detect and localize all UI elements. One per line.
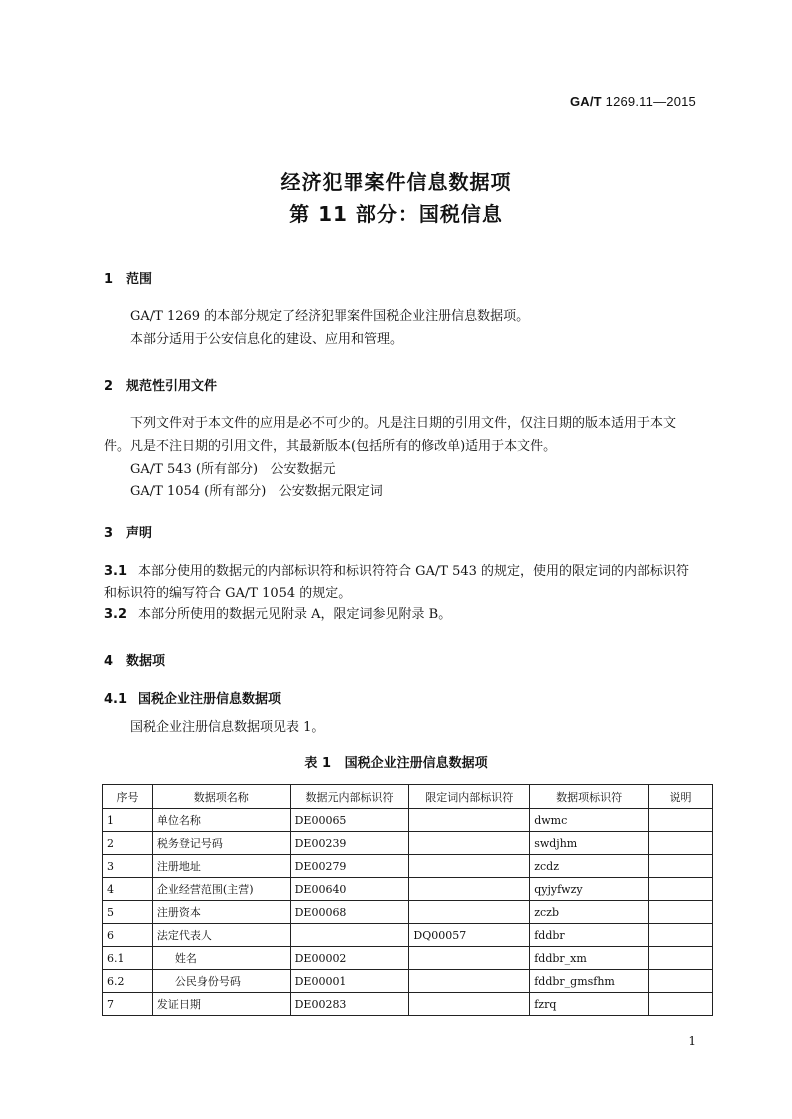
table-cell	[649, 947, 713, 970]
table-cell: fddbr_gmsfhm	[530, 970, 649, 993]
table-cell	[649, 901, 713, 924]
table-cell	[649, 924, 713, 947]
standard-code: GA/T 1269.11—2015	[569, 94, 696, 109]
clause-3-1-line2: 和标识符的编写符合 GA/T 1054 的规定。	[104, 586, 352, 601]
table-cell: 单位名称	[152, 809, 290, 832]
document-title: 经济犯罪案件信息数据项	[280, 170, 512, 194]
table-cell: 2	[103, 832, 153, 855]
table-row	[103, 878, 713, 901]
table-cell: 6.2	[103, 970, 153, 993]
column-header: 限定词内部标识符	[409, 785, 530, 809]
table-cell: qyjyfwzy	[530, 878, 649, 901]
clause-3-1: 3.1 本部分使用的数据元的内部标识符和标识符符合 GA/T 543 的规定，使用的限定词的内部标识符	[104, 564, 690, 579]
table-cell	[290, 924, 409, 947]
table-cell: 姓名	[152, 947, 290, 970]
table-cell: 5	[103, 901, 153, 924]
table-row	[103, 970, 713, 993]
table-row	[103, 832, 713, 855]
table-row	[103, 855, 713, 878]
column-header: 说明	[649, 785, 713, 809]
table-cell: 7	[103, 993, 153, 1016]
table-row	[103, 901, 713, 924]
table-cell: dwmc	[530, 809, 649, 832]
table-cell: fddbr_xm	[530, 947, 649, 970]
table-cell: 法定代表人	[152, 924, 290, 947]
table-cell	[409, 878, 530, 901]
subsection-heading-4-1: 4.1 国税企业注册信息数据项	[104, 692, 282, 707]
table-cell: fzrq	[530, 993, 649, 1016]
table-cell: 企业经营范围(主营)	[152, 878, 290, 901]
table-row	[103, 809, 713, 832]
section-heading-references: 2 规范性引用文件	[104, 379, 218, 394]
table-row	[103, 924, 713, 947]
subsection-paragraph: 国税企业注册信息数据项见表 1。	[130, 720, 325, 735]
table-cell: 发证日期	[152, 993, 290, 1016]
section-heading-data-items: 4 数据项	[104, 654, 166, 669]
table-cell: swdjhm	[530, 832, 649, 855]
table-cell: 注册地址	[152, 855, 290, 878]
table-cell	[649, 809, 713, 832]
table-row	[103, 947, 713, 970]
column-header: 序号	[103, 785, 153, 809]
table-cell: 注册资本	[152, 901, 290, 924]
column-header: 数据项名称	[152, 785, 290, 809]
scope-paragraph-1: GA/T 1269 的本部分规定了经济犯罪案件国税企业注册信息数据项。	[130, 309, 530, 324]
table-cell: DE00001	[290, 970, 409, 993]
table-cell: DE00002	[290, 947, 409, 970]
table-cell	[409, 809, 530, 832]
page-number: 1	[688, 1034, 696, 1048]
table-cell	[409, 993, 530, 1016]
section-heading-statement: 3 声明	[104, 526, 153, 541]
scope-paragraph-2: 本部分适用于公安信息化的建设、应用和管理。	[130, 332, 404, 347]
table-cell	[649, 832, 713, 855]
table-cell	[409, 832, 530, 855]
table-cell	[649, 970, 713, 993]
column-header: 数据元内部标识符	[290, 785, 409, 809]
table-cell: 4	[103, 878, 153, 901]
table-cell: 公民身份号码	[152, 970, 290, 993]
document-subtitle: 第 11 部分：国税信息	[289, 202, 503, 226]
reference-item-1: GA/T 543 (所有部分) 公安数据元	[130, 462, 336, 477]
table-cell: 6.1	[103, 947, 153, 970]
table-cell: DE00283	[290, 993, 409, 1016]
table-cell	[409, 947, 530, 970]
table-cell: 1	[103, 809, 153, 832]
table-row	[103, 993, 713, 1016]
table-cell: fddbr	[530, 924, 649, 947]
table-cell: DE00068	[290, 901, 409, 924]
table-cell: 6	[103, 924, 153, 947]
table-cell: 3	[103, 855, 153, 878]
table-caption: 表 1 国税企业注册信息数据项	[304, 756, 488, 771]
table-header-row	[103, 785, 713, 809]
column-header: 数据项标识符	[530, 785, 649, 809]
table-cell: DE00640	[290, 878, 409, 901]
table-cell: DE00239	[290, 832, 409, 855]
table-cell	[409, 970, 530, 993]
table-cell: DE00279	[290, 855, 409, 878]
references-paragraph-line1: 下列文件对于本文件的应用是必不可少的。凡是注日期的引用文件，仅注日期的版本适用于本文	[130, 416, 677, 431]
table-cell	[409, 901, 530, 924]
reference-item-2: GA/T 1054 (所有部分) 公安数据元限定词	[130, 484, 383, 499]
table-cell	[649, 878, 713, 901]
table-cell	[649, 993, 713, 1016]
table-cell	[649, 855, 713, 878]
table-cell: DE00065	[290, 809, 409, 832]
table-cell	[409, 855, 530, 878]
table-cell: DQ00057	[409, 924, 530, 947]
table-cell: zcdz	[530, 855, 649, 878]
table-cell: 税务登记号码	[152, 832, 290, 855]
table-cell: zczb	[530, 901, 649, 924]
clause-3-2: 3.2 本部分所使用的数据元见附录 A，限定词参见附录 B。	[104, 607, 452, 622]
section-heading-scope: 1 范围	[104, 272, 153, 287]
data-items-table	[102, 784, 713, 1016]
references-paragraph-line2: 件。凡是不注日期的引用文件，其最新版本(包括所有的修改单)适用于本文件。	[104, 439, 557, 454]
